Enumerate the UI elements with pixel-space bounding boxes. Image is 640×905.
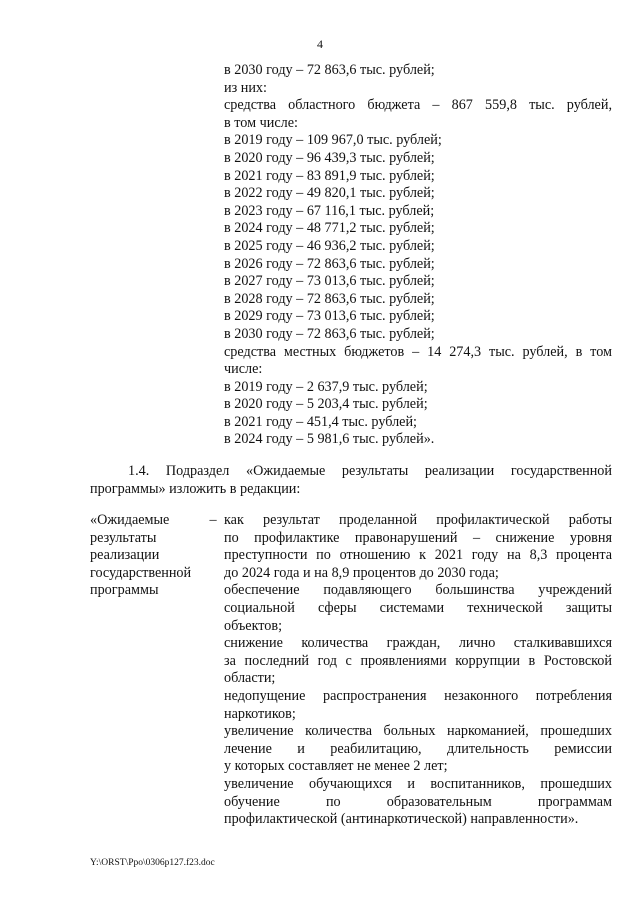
budget-line: из них: bbox=[224, 79, 267, 96]
budget-list bbox=[224, 62, 612, 449]
results-item-line: как результат проделанной профилактической работы bbox=[224, 512, 612, 528]
results-item-line: снижение количества граждан, лично сталкивавшихся bbox=[224, 635, 612, 652]
results-label-line: программы bbox=[90, 582, 159, 599]
results-label-line: реализации bbox=[90, 547, 160, 564]
budget-line: в 2029 году – 73 013,6 тыс. рублей; bbox=[224, 308, 435, 325]
results-item-line: увеличение обучающихся и воспитанников, прошедших bbox=[224, 775, 612, 792]
page-number: 4 bbox=[317, 37, 323, 51]
paragraph-line: 1.4. Подраздел «Ожидаемые результаты реализации государственной bbox=[128, 463, 612, 479]
paragraph-line: программы» изложить в редакции: bbox=[90, 480, 301, 497]
budget-line: в 2028 году – 72 863,6 тыс. рублей; bbox=[224, 290, 435, 307]
budget-line-regional-total: средства областного бюджета – 867 559,8 тыс. рублей, bbox=[224, 97, 612, 114]
results-item-line: объектов; bbox=[224, 617, 283, 634]
results-label bbox=[90, 512, 210, 600]
results-items bbox=[224, 512, 612, 829]
budget-line: в 2021 году – 83 891,9 тыс. рублей; bbox=[224, 167, 435, 184]
results-label-line: результаты bbox=[90, 529, 157, 546]
results-item-line: по профилактике правонарушений – снижение уровня bbox=[224, 529, 612, 546]
budget-line: в 2024 году – 48 771,2 тыс. рублей; bbox=[224, 220, 435, 237]
results-item-line: области; bbox=[224, 670, 276, 687]
budget-line: в 2027 году – 73 013,6 тыс. рублей; bbox=[224, 273, 435, 290]
section-paragraph bbox=[90, 463, 612, 498]
budget-line: числе: bbox=[224, 361, 263, 378]
budget-line: в 2020 году – 5 203,4 тыс. рублей; bbox=[224, 396, 428, 413]
results-item-line: до 2024 года и на 8,9 процентов до 2030 года; bbox=[224, 564, 499, 581]
budget-line: в 2019 году – 2 637,9 тыс. рублей; bbox=[224, 378, 428, 395]
footer-file-path: Y:\ORST\Ppo\0306p127.f23.doc bbox=[90, 858, 215, 868]
budget-line: в 2024 году – 5 981,6 тыс. рублей». bbox=[224, 431, 435, 448]
budget-line-local-total: средства местных бюджетов – 14 274,3 тыс. рублей, в том bbox=[224, 343, 612, 360]
budget-line: в 2021 году – 451,4 тыс. рублей; bbox=[224, 413, 417, 430]
results-item-line: увеличение количества больных наркоманией, прошедших bbox=[224, 723, 612, 740]
results-item-line: наркотиков; bbox=[224, 705, 296, 722]
results-item-line: преступности по отношению к 2021 году на 8,3 процента bbox=[224, 547, 612, 564]
budget-line: в 2019 году – 109 967,0 тыс. рублей; bbox=[224, 132, 442, 149]
results-item-line: обеспечение подавляющего большинства учреждений bbox=[224, 582, 612, 599]
budget-line: в 2023 году – 67 116,1 тыс. рублей; bbox=[224, 202, 435, 219]
budget-line: в 2026 году – 72 863,6 тыс. рублей; bbox=[224, 255, 435, 272]
results-label-line: «Ожидаемые bbox=[90, 512, 170, 528]
budget-line: в том числе: bbox=[224, 114, 298, 131]
results-item-line: недопущение распространения незаконного потребления bbox=[224, 687, 612, 704]
results-item-line: обучение по образовательным программам bbox=[224, 793, 612, 810]
budget-line: в 2030 году – 72 863,6 тыс. рублей; bbox=[224, 62, 435, 78]
budget-line: в 2025 году – 46 936,2 тыс. рублей; bbox=[224, 237, 435, 254]
results-item-line: у которых составляет не менее 2 лет; bbox=[224, 758, 448, 775]
results-item-line: профилактической (антинаркотической) направленности». bbox=[224, 811, 579, 828]
budget-line: в 2022 году – 49 820,1 тыс. рублей; bbox=[224, 185, 435, 202]
results-item-line: за последний год с проявлениями коррупции в Ростовской bbox=[224, 652, 612, 669]
results-item-line: лечение и реабилитацию, длительность ремиссии bbox=[224, 740, 612, 757]
results-label-line: государственной bbox=[90, 564, 192, 581]
budget-line: в 2030 году – 72 863,6 тыс. рублей; bbox=[224, 325, 435, 342]
results-dash: – bbox=[209, 512, 217, 528]
budget-line: в 2020 году – 96 439,3 тыс. рублей; bbox=[224, 149, 435, 166]
results-item-line: социальной сферы системами технической защиты bbox=[224, 599, 612, 616]
